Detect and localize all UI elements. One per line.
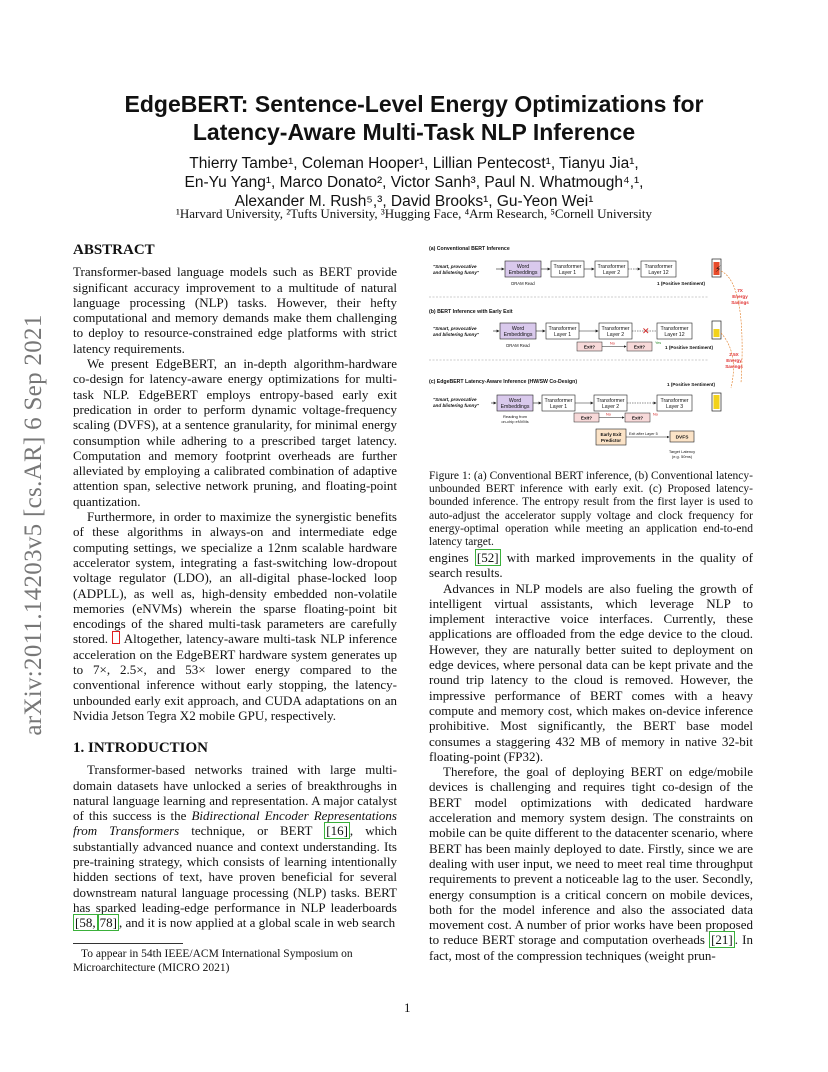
- fig-c-l3: Layer 3: [665, 404, 684, 410]
- abstract-paragraph-2: We present EdgeBERT, an in-depth algorithm-hardware co-design for latency-aware energy optimizations for multi-task NLP. EdgeBERT employs entropy-based early exit predication in order to perform dynamic voltage-frequency scaling (DVFS), at a sentence granularity, for minimal energy consumption while adhering to a prescribed target latency. Computation and memory footprint overheads are further alleviated by employing a calibrated combination of adaptive attention span, selective network pruning, and floating-point quantization.: [73, 356, 397, 509]
- fig-c-exit-after: Exit after Layer 5: [629, 432, 658, 436]
- fig-c-dvfs-label: DVFS: [675, 435, 689, 441]
- fig-c-battery-fill: [714, 395, 720, 409]
- fig-b-positive: 1 (Positive Sentiment): [665, 345, 713, 350]
- fig-c-emb-l2: Embeddings: [500, 404, 530, 410]
- abstract-p3a: Furthermore, in order to maximize the synergistic benefits of these algorithms in always-on and intermediate edge computing settings, we specialize a 12nm scalable hardware accelerator system, integrating a fast-switching low-dropout voltage regulator (LDO), an all-digital phase-locked loop (ADPLL), as well as, high-density embedded non-volatile memories (eNVMs) wherein the sparse floating-point bit encodings of the shared multi-task parameters are carefully stored.: [73, 509, 397, 647]
- fig-b-cancel-icon: ✕: [642, 326, 650, 336]
- fig-b-emb-l2: Embeddings: [503, 332, 533, 338]
- left-column: [73, 243, 397, 723]
- fig-c-eep-1: Early Exit: [600, 432, 622, 437]
- fig-c-input-2: and blistering funny": [433, 403, 480, 408]
- abstract-p3b: Altogether, latency-aware multi-task NLP inference acceleration on the EdgeBERT hardware system generates up to 7×, 2.5×, and 53× lower energy compared to the conventional inference without early stopping, the latency-unbounded early exit approach, and CUDA adaptations on an Nvidia Jetson Tegra X2 mobile GPU, respectively.: [73, 631, 397, 723]
- title-line-2: Latency-Aware Multi-Task NLP Inference: [192, 119, 636, 145]
- fig-b-tf12: Transformer: [660, 326, 689, 332]
- fig-a-input-2: and blistering funny": [433, 270, 480, 275]
- fig-a-title: (a) Conventional BERT Inference: [429, 246, 510, 252]
- fig-c-exit-1-label: Exit?: [580, 415, 593, 421]
- fig-c-emb-l1: Word: [508, 398, 522, 404]
- figure-1-caption: Figure 1: (a) Conventional BERT inference, (b) Conventional latency-unbounded BERT inference with early exit. (c) Proposed latency-bounded inference. The entropy result from the first layer is used to auto-adjust the accelerator supply voltage and clock frequency for energy-optimal operation while meeting an application end-to-end latency target.: [429, 470, 753, 549]
- abstract-heading: ABSTRACT: [73, 242, 155, 258]
- intro-text-d: , and it is now applied at a global scale in web search: [118, 915, 396, 931]
- author-list: [80, 154, 748, 211]
- abstract-paragraph-1: Transformer-based language models such as BERT provide significant accuracy improvement to a multitude of natural language processing (NLP) tasks. However, their hefty computational and memory demands make them challenging to deploy to resource-constrained edge platforms with strict latency requirements.: [73, 264, 397, 356]
- fig-a-bolt-icon: ⚡: [715, 264, 722, 274]
- fig-c-tf1: Transformer: [544, 398, 573, 404]
- fig-c-l1: Layer 1: [549, 404, 568, 410]
- fig-b-title: (b) BERT Inference with Early Exit: [429, 309, 513, 315]
- fig-c-positive: 1 (Positive Sentiment): [667, 382, 715, 387]
- fig-25x-savings: Savings: [725, 364, 743, 369]
- fig-c-title: (c) EdgeBERT Latency-Aware Inference (HW/SW Co-Design): [429, 379, 578, 385]
- abstract-paragraph-3: [73, 509, 397, 723]
- fig-b-battery-fill: [714, 329, 720, 337]
- right-text-0a: engines: [429, 550, 475, 565]
- right-paragraph-2: [429, 764, 753, 963]
- fig-b-exit-1-label: Exit?: [583, 344, 596, 350]
- fig-b-l1: Layer 1: [553, 332, 572, 338]
- fig-b-input-1: "Smart, provocative: [433, 326, 477, 331]
- fig-c-tf3: Transformer: [660, 398, 689, 404]
- right-text-0b: with marked improvements in the quality of search results.: [429, 550, 753, 581]
- fig-7x-label: 7X: [737, 288, 743, 293]
- footnote: To appear in 54th IEEE/ACM International Symposium on Microarchitecture (MICRO 2021): [73, 948, 353, 974]
- fig-b-l2: Layer 2: [606, 332, 625, 338]
- right-text-2b: . In fact, most of the compression techniques (weight prun-: [429, 932, 753, 963]
- paper-title: [80, 90, 748, 146]
- fig-b-l12: Layer 12: [664, 332, 685, 338]
- fig-b-tf1: Transformer: [548, 326, 577, 332]
- right-column: [429, 550, 753, 963]
- fig-a-tf2: Transformer: [597, 264, 626, 270]
- fig-7x-energy: Energy: [732, 294, 748, 299]
- fig-b-yes: Yes: [655, 341, 662, 345]
- fig-c-reading-1: Reading from: [502, 414, 528, 419]
- intro-paragraph-1: [73, 762, 397, 930]
- fig-25x-label: 2.5X: [729, 352, 739, 357]
- fig-25x-energy: Energy: [726, 358, 742, 363]
- citation-link[interactable]: 78]: [99, 915, 117, 931]
- fig-c-target-2: (e.g. 50ms): [671, 454, 693, 459]
- fig-a-tf12: Transformer: [644, 264, 673, 270]
- authors-line-3: Alexander M. Rush⁵,³, David Brooks¹, Gu-Yeon Wei¹: [234, 193, 594, 210]
- footnote-rule: [73, 943, 183, 944]
- citation-link[interactable]: [21]: [711, 932, 733, 948]
- fig-c-input-1: "Smart, provocative: [433, 397, 477, 402]
- fig-a-l2: Layer 2: [602, 270, 621, 276]
- fig-b-dram: DRAM Read: [506, 343, 530, 348]
- fig-c-target-1: Target Latency: [668, 449, 696, 454]
- fig-7x-savings: Savings: [731, 300, 749, 305]
- fig-c-reading-2: on-chip eNVMs: [501, 419, 529, 424]
- fig-a-l12: Layer 12: [648, 270, 669, 276]
- citation-link[interactable]: [52]: [476, 550, 499, 565]
- intro-heading: 1. INTRODUCTION: [73, 740, 209, 756]
- arxiv-stamp: [14, 295, 54, 755]
- fig-a-input-1: "Smart, provocative: [433, 264, 477, 269]
- fig-a-dram: DRAM Read: [511, 281, 535, 286]
- intro-text-a: Transformer-based networks trained with large multi-domain datasets have unlocked a series of breakthroughs in natural language learning and representation. A major catalyst of this success is the: [73, 762, 397, 824]
- fig-b-emb-l1: Word: [511, 326, 525, 332]
- fig-b-exit-2-label: Exit?: [633, 344, 646, 350]
- fig-c-l2: Layer 2: [601, 404, 620, 410]
- fig-c-exit-2-label: Exit?: [631, 415, 644, 421]
- citation-link[interactable]: [58,: [75, 915, 96, 931]
- figure-1-diagram: [429, 243, 759, 465]
- intro-text-b: technique, or BERT: [179, 823, 325, 839]
- fig-a-emb-l1: Word: [516, 264, 530, 270]
- fig-b-no: No: [610, 341, 615, 346]
- affiliations: ¹Harvard University, ²Tufts University, ³Hugging Face, ⁴Arm Research, ⁵Cornell University: [175, 206, 653, 221]
- fig-c-no-2: No: [653, 412, 658, 417]
- right-paragraph-0: [429, 550, 753, 581]
- fig-c-eep-2: Predictor: [600, 438, 622, 443]
- intro-section: [73, 741, 397, 931]
- comment-marker: [112, 631, 120, 644]
- title-line-1: EdgeBERT: Sentence-Level Energy Optimizations for: [124, 91, 704, 117]
- citation-link[interactable]: [16]: [326, 823, 348, 839]
- arxiv-stamp-text: arXiv:2011.14203v5 [cs.AR] 6 Sep 2021: [20, 314, 47, 736]
- right-text-2a: Therefore, the goal of deploying BERT on edge/mobile devices is challenging and requires tight co-design of the BERT model optimizations with dedicated hardware acceleration and memory system design. The constraints on mobile can be quite different to the datacenter scenario, where BERT has been mainly deployed to date. Firstly, since we are dealing with user input, we need to meet real time throughput requirements to prevent a noticeable lag to the user. Secondly, energy consumption is a critical concern on mobile devices, both for the model inference and also the associated data movement cost. A number of prior works have been proposed to reduce BERT storage and computation overheads: [429, 764, 753, 948]
- fig-c-tf2: Transformer: [596, 398, 625, 404]
- intro-text-c: , which substantially advanced nuance and context understanding. Its pre-training strategy, which consists of learning intentionally hidden sections of text, have proven beneficial for several downstream natural language processing (NLP) tasks. BERT has sparked leading-edge performance in NLP leaderboards: [73, 823, 397, 915]
- intro-italic-term: Bidirectional Encoder Representations from Transformers: [73, 808, 397, 839]
- page-number: 1: [404, 1000, 411, 1015]
- right-paragraph-1: Advances in NLP models are also fueling the growth of intelligent virtual assistants, which leverage NLP to implement interactive voice interfaces. Currently, these applications are offloaded from the edge device to the cloud. However, they are naturally better suited to deployment on edge devices, where personal data can be kept private and the round trip latency to the cloud is removed. However, the impressive performance of BERT comes with a heavy compute and memory cost, which makes on-device inference prohibitive. Most significantly, the BERT base model consumes a staggering 432 MB of memory in native 32-bit floating-point (FP32).: [429, 580, 753, 764]
- fig-a-l1: Layer 1: [558, 270, 577, 276]
- fig-c-no-1: No: [606, 412, 611, 417]
- fig-a-positive: 1 (Positive Sentiment): [657, 281, 705, 286]
- authors-line-1: Thierry Tambe¹, Coleman Hooper¹, Lillian Pentecost¹, Tianyu Jia¹,: [189, 155, 639, 172]
- fig-b-tf2: Transformer: [601, 326, 630, 332]
- fig-b-input-2: and blistering funny": [433, 332, 480, 337]
- fig-a-emb-l2: Embeddings: [508, 270, 538, 276]
- authors-line-2: En-Yu Yang¹, Marco Donato², Victor Sanh³, Paul N. Whatmough⁴,¹,: [184, 174, 644, 191]
- fig-a-tf1: Transformer: [553, 264, 582, 270]
